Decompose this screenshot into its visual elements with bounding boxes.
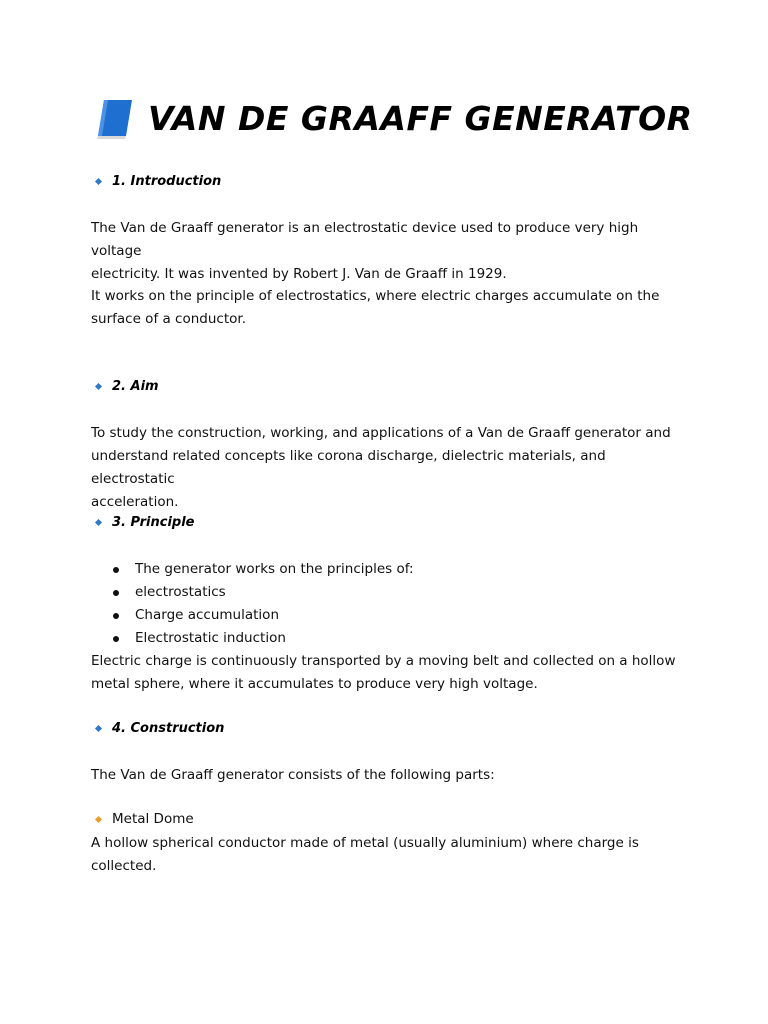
heading-text: 4. Construction: [112, 721, 225, 736]
blue-diamond-icon: [95, 383, 102, 390]
list-item-text: electrostatics: [135, 584, 226, 600]
text-line: metal sphere, where it accumulates to produce very high voltage.: [91, 676, 538, 692]
heading-aim: [96, 379, 159, 394]
text-line: A hollow spherical conductor made of metal (usually aluminium) where charge is collected.: [91, 835, 639, 874]
bullet-dot: [113, 567, 119, 573]
document-title: VAN DE GRAAFF GENERATOR: [148, 98, 693, 138]
book-icon: [92, 96, 136, 140]
text-line: It works on the principle of electrostatics, where electric charges accumulate on the: [91, 288, 660, 304]
heading-principle: [96, 515, 195, 530]
blue-diamond-icon: [95, 178, 102, 185]
text-line: Electric charge is continuously transported by a moving belt and collected on a hollow: [91, 653, 676, 669]
principle-bullet-list: [113, 558, 414, 650]
list-item-text: Charge accumulation: [135, 607, 279, 623]
blue-diamond-icon: [95, 519, 102, 526]
text-line: The Van de Graaff generator consists of the following parts:: [91, 767, 495, 783]
orange-diamond-icon: [95, 815, 102, 822]
list-item-text: The generator works on the principles of:: [135, 561, 414, 577]
list-item: [113, 604, 414, 627]
bullet-dot: [113, 613, 119, 619]
intro-paragraph-2: [91, 285, 691, 331]
text-line: surface of a conductor.: [91, 311, 246, 327]
item-label: Metal Dome: [112, 811, 194, 827]
list-item: [113, 558, 414, 581]
heading-introduction: [96, 174, 221, 189]
construction-intro: [91, 764, 691, 787]
title-row: [92, 96, 693, 140]
principle-paragraph: [91, 650, 691, 696]
bullet-dot: [113, 636, 119, 642]
list-item-text: Electrostatic induction: [135, 630, 286, 646]
text-line: To study the construction, working, and applications of a Van de Graaff generator and: [91, 425, 671, 441]
heading-text: 2. Aim: [112, 379, 159, 394]
text-line: electricity. It was invented by Robert J. Van de Graaff in 1929.: [91, 266, 507, 282]
aim-paragraph: [91, 422, 691, 514]
list-item: [113, 581, 414, 604]
heading-construction: [96, 721, 224, 736]
bullet-dot: [113, 590, 119, 596]
intro-paragraph-1: [91, 217, 691, 286]
text-line: acceleration.: [91, 494, 179, 510]
construction-item-metal-dome: [96, 811, 194, 827]
text-line: The Van de Graaff generator is an electrostatic device used to produce very high voltage: [91, 220, 639, 259]
blue-diamond-icon: [95, 725, 102, 732]
metal-dome-description: [91, 832, 691, 878]
list-item: [113, 627, 414, 650]
heading-text: 1. Introduction: [112, 174, 222, 189]
text-line: understand related concepts like corona discharge, dielectric materials, and electrostatic: [91, 448, 606, 487]
heading-text: 3. Principle: [112, 515, 195, 530]
